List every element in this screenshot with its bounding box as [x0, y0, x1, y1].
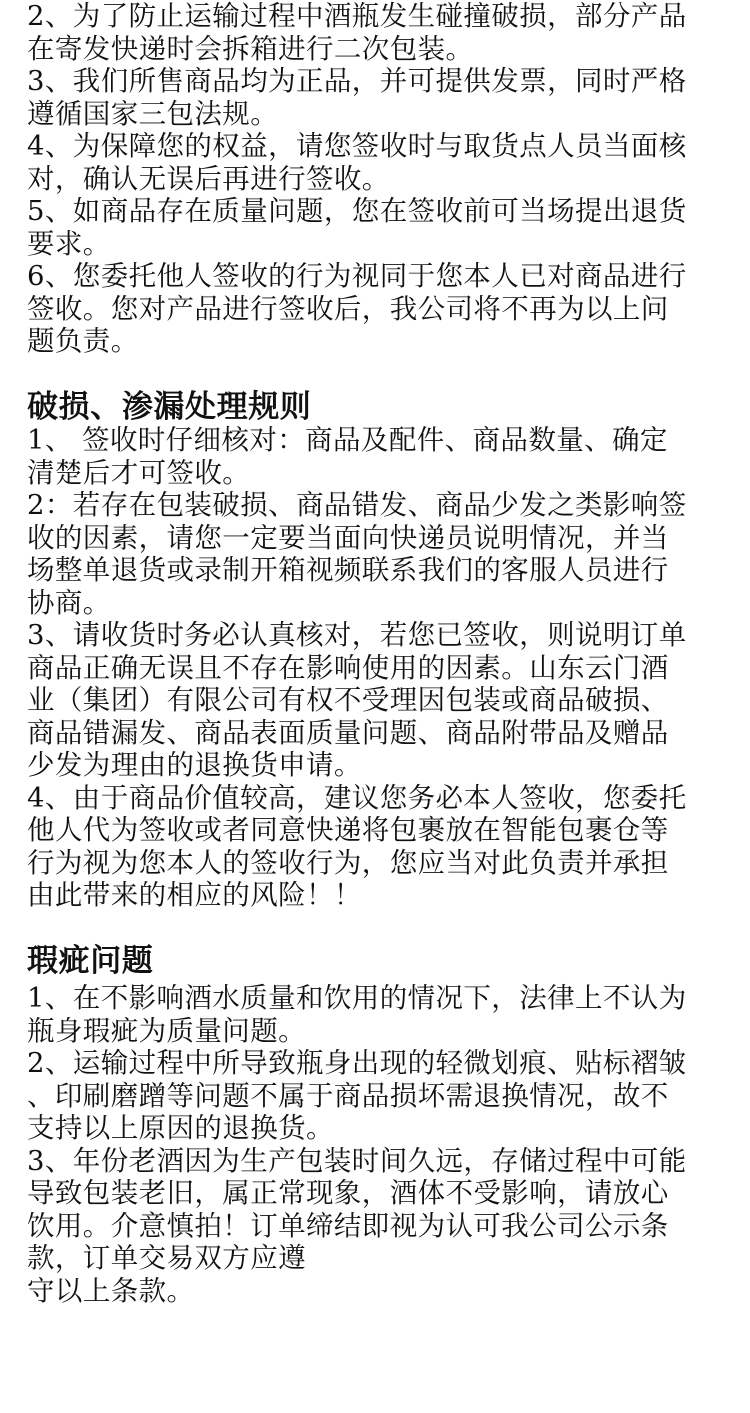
- rule-3: [27, 619, 717, 782]
- note-3: [27, 65, 717, 130]
- text-line: 题负责。: [27, 325, 139, 357]
- shipping-notes-section: [27, 0, 717, 358]
- damage-leak-rules-section: [27, 424, 717, 912]
- text-line: 收的因素，请您一定要当面向快递员说明情况，并当: [27, 521, 669, 554]
- note-6: [27, 260, 717, 358]
- text-line: 支持以上原因的退换货。: [27, 1112, 334, 1144]
- note-2: [27, 0, 717, 65]
- defect-2: [27, 1047, 717, 1145]
- defect-1: [27, 982, 717, 1047]
- text-line: 瓶身瑕疵为质量问题。: [27, 1014, 306, 1047]
- text-line: 2：若存在包装破损、商品错发、商品少发之类影响签: [27, 489, 687, 521]
- text-line: 行为视为您本人的签收行为，您应当对此负责并承担: [27, 846, 669, 879]
- defect-3: [27, 1145, 717, 1308]
- text-line: 款，订单交易双方应遵: [27, 1242, 306, 1274]
- text-line: 守以上条款。: [27, 1274, 195, 1307]
- text-line: 场整单退货或录制开箱视频联系我们的客服人员进行: [27, 554, 669, 586]
- text-line: 要求。: [27, 227, 111, 260]
- text-line: 导致包装老旧，属正常现象，酒体不受影响，请放心: [27, 1177, 669, 1209]
- text-line: 饮用。介意慎拍！订单缔结即视为认可我公司公示条: [27, 1209, 669, 1242]
- text-line: 业（集团）有限公司有权不受理因包装或商品破损、: [27, 684, 669, 716]
- text-line: 商品错漏发、商品表面质量问题、商品附带品及赠品: [27, 716, 669, 749]
- rule-2: [27, 489, 717, 619]
- text-line: 3、请收货时务必认真核对，若您已签收，则说明订单: [27, 619, 687, 651]
- text-line: 3、我们所售商品均为正品，并可提供发票，同时严格: [27, 65, 687, 97]
- text-line: 签收。您对产品进行签收后，我公司将不再为以上问: [27, 292, 669, 325]
- text-line: 协商。: [27, 586, 111, 619]
- defects-heading: 瑕疵问题: [27, 943, 154, 979]
- rule-1: [27, 424, 717, 489]
- rule-4: [27, 782, 717, 912]
- text-line: 1、在不影响酒水质量和饮用的情况下，法律上不认为: [27, 982, 687, 1014]
- text-line: 2、运输过程中所导致瓶身出现的轻微划痕、贴标褶皱: [27, 1047, 687, 1079]
- note-5: [27, 195, 717, 260]
- text-line: 1、 签收时仔细核对：商品及配件、商品数量、确定: [27, 424, 668, 456]
- text-line: 4、为保障您的权益，请您签收时与取货点人员当面核: [27, 130, 687, 162]
- text-line: 对，确认无误后再进行签收。: [27, 162, 390, 195]
- text-line: 3、年份老酒因为生产包装时间久远，存储过程中可能: [27, 1144, 687, 1177]
- text-line: 少发为理由的退换货申请。: [27, 749, 362, 781]
- text-line: 5、如商品存在质量问题，您在签收前可当场提出退货: [27, 195, 687, 227]
- note-4: [27, 130, 717, 195]
- text-line: 由此带来的相应的风险！！: [27, 879, 362, 911]
- text-line: 商品正确无误且不存在影响使用的因素。山东云门酒: [27, 651, 669, 684]
- text-line: 清楚后才可签收。: [27, 456, 251, 489]
- text-line: 2、为了防止运输过程中酒瓶发生碰撞破损，部分产品: [27, 0, 687, 32]
- text-line: 遵循国家三包法规。: [27, 97, 279, 130]
- text-line: 在寄发快递时会拆箱进行二次包装。: [27, 32, 474, 65]
- defects-section: [27, 982, 717, 1307]
- damage-leak-rules-heading: 破损、渗漏处理规则: [27, 389, 312, 425]
- text-line: 、印刷磨蹭等问题不属于商品损坏需退换情况，故不: [27, 1079, 669, 1112]
- text-line: 4、由于商品价值较高，建议您务必本人签收，您委托: [27, 781, 687, 814]
- text-line: 他人代为签收或者同意快递将包裹放在智能包裹仓等: [27, 814, 669, 846]
- text-line: 6、您委托他人签收的行为视同于您本人已对商品进行: [27, 260, 687, 292]
